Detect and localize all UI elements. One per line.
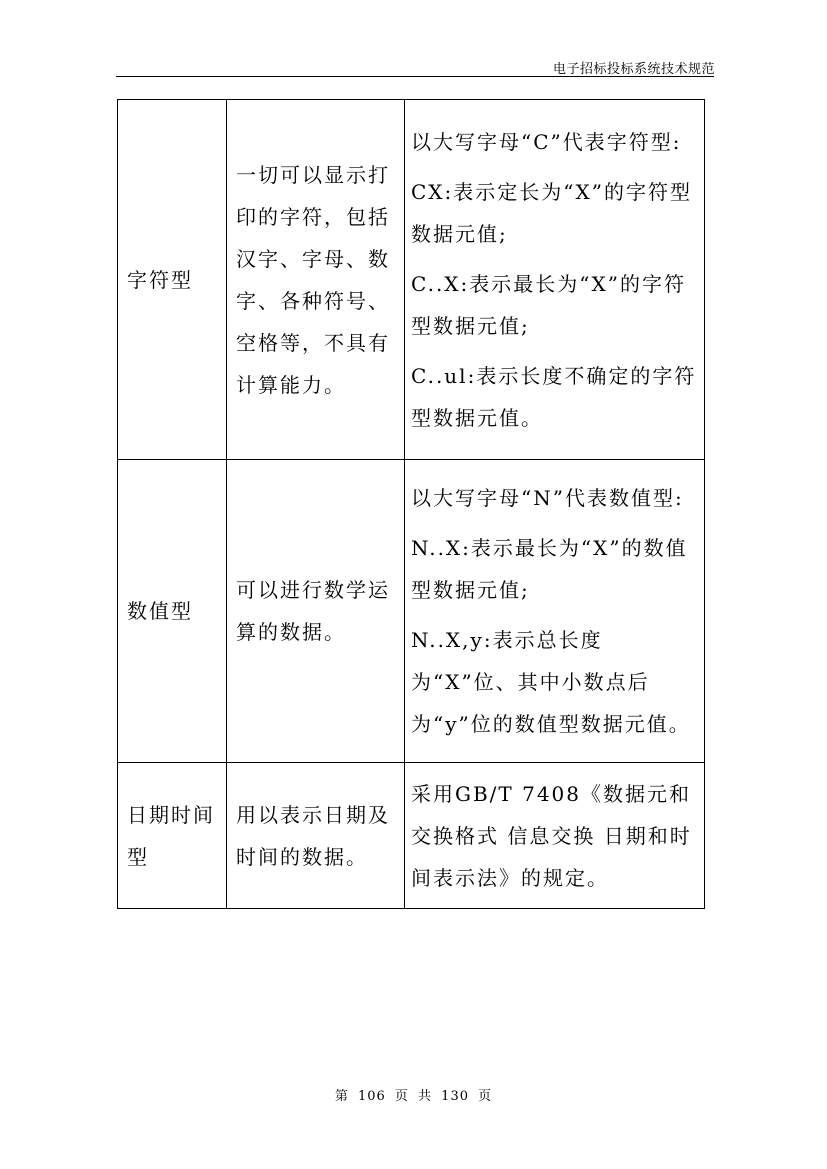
table-row xyxy=(118,460,705,763)
note-line: 采用GB/T 7408《数据元和交换格式 信息交换 日期和时间表示法》的规定。 xyxy=(411,781,692,890)
page-number: 第 106 页 共 130 页 xyxy=(334,1089,493,1104)
note-line: 以大写字母“C”代表字符型: xyxy=(411,129,682,154)
notes-cell xyxy=(405,460,705,763)
note-line: CX:表示定长为“X”的字符型数据元值; xyxy=(411,179,692,246)
header-title: 电子招标投标系统技术规范 xyxy=(552,62,715,77)
description-cell: 可以进行数学运算的数据。 xyxy=(227,460,405,763)
note-line: 以大写字母“N”代表数值型: xyxy=(411,486,684,510)
description-cell: 一切可以显示打印的字符，包括汉字、字母、数字、各种符号、空格等，不具有计算能力。 xyxy=(227,100,405,460)
type-cell: 数值型 xyxy=(118,460,227,763)
note-line: N..X,y:表示总长度为“X”位、其中小数点后为“y”位的数值型数据元值。 xyxy=(411,628,691,736)
data-type-table xyxy=(117,99,705,909)
notes-cell xyxy=(405,763,705,909)
header-divider xyxy=(116,76,714,77)
note-line: C..ul:表示长度不确定的字符型数据元值。 xyxy=(411,363,697,430)
type-cell: 字符型 xyxy=(118,100,227,460)
table-row xyxy=(118,100,705,460)
note-line: N..X:表示最长为“X”的数值型数据元值; xyxy=(411,536,688,602)
type-cell: 日期时间型 xyxy=(118,763,227,909)
notes-cell xyxy=(405,100,705,460)
description-cell: 用以表示日期及时间的数据。 xyxy=(227,763,405,909)
note-line: C..X:表示最长为“X”的字符型数据元值; xyxy=(411,271,686,338)
table-row xyxy=(118,763,705,909)
